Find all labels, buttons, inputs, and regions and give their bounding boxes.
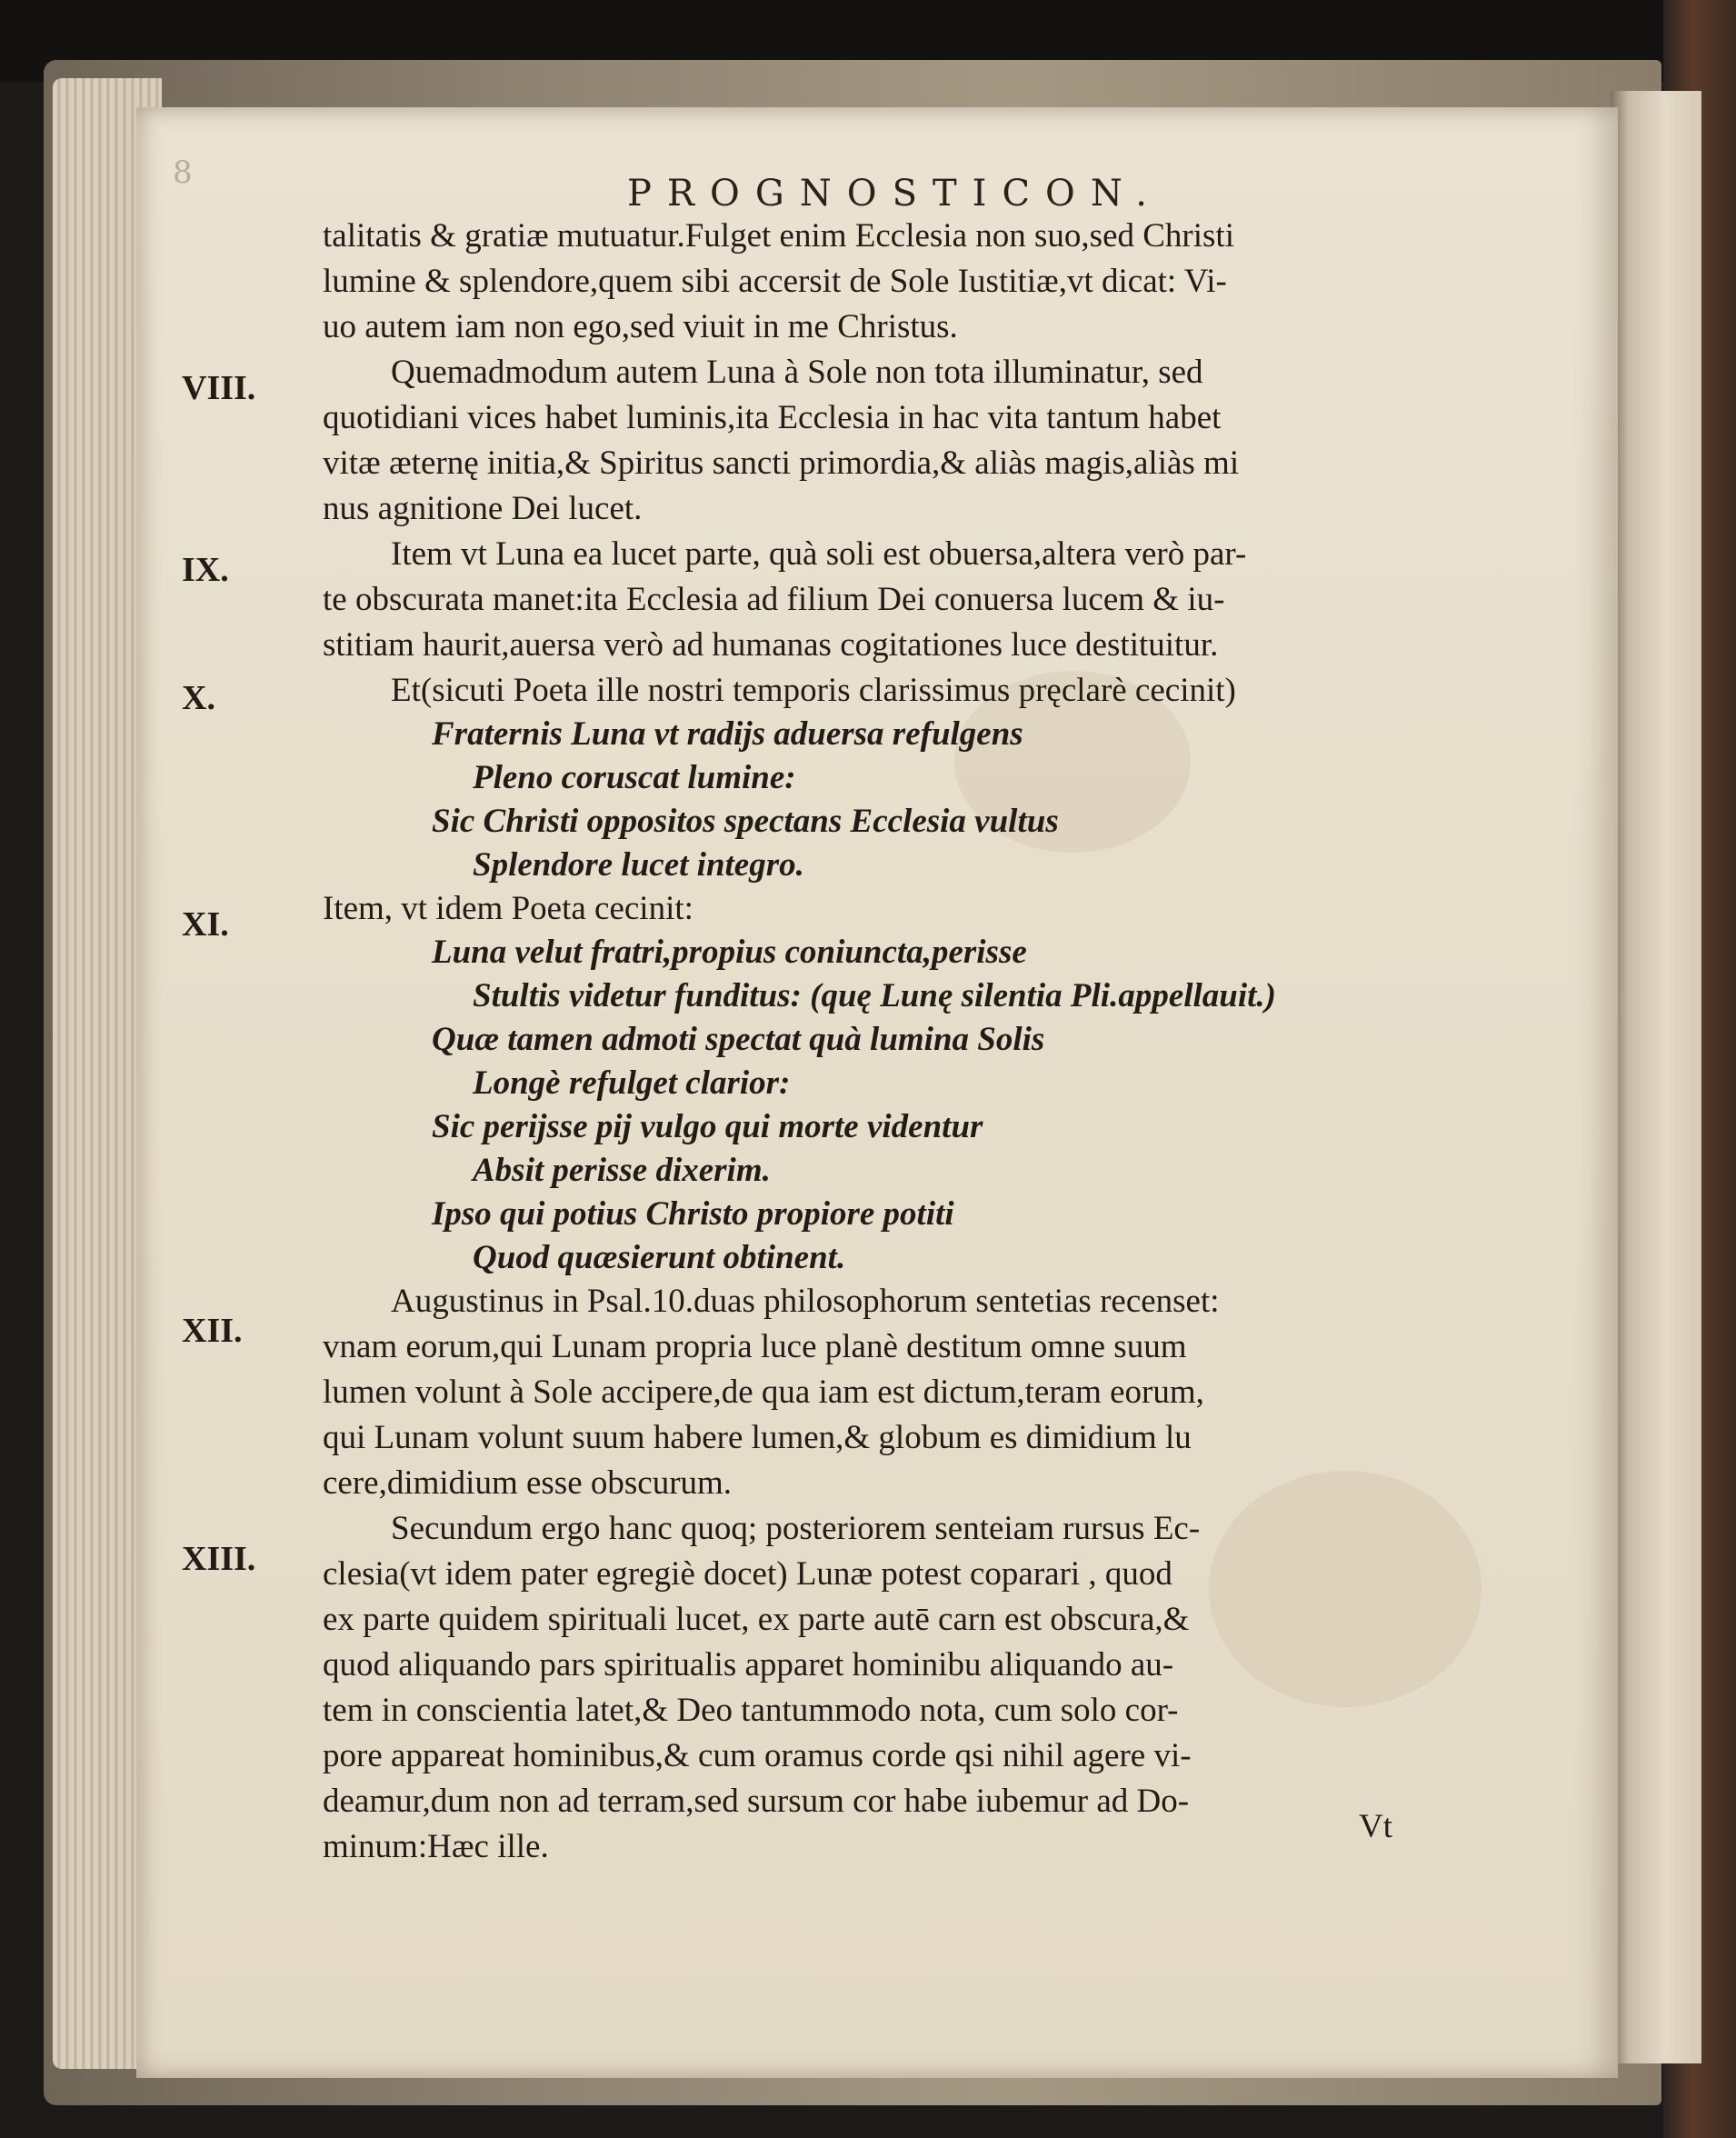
- text-line: quod aliquando pars spiritualis apparet hominibu aliquando au-: [323, 1646, 1174, 1683]
- text-line: te obscurata manet:ita Ecclesia ad filium Dei conuersa lucem & iu-: [323, 581, 1225, 618]
- text-line: clesia(vt idem pater egregiè docet) Lunæ potest coparari , quod: [323, 1555, 1172, 1593]
- verse-line: Fraternis Luna vt radijs aduersa refulgens: [432, 715, 1023, 753]
- text-line: lumine & splendore,quem sibi accersit de Sole Iustitiæ,vt dicat: Vi-: [323, 263, 1227, 300]
- margin-numeral: VIII.: [182, 369, 256, 407]
- text-line: pore appareat hominibus,& cum oramus corde qsi nihil agere vi-: [323, 1737, 1192, 1774]
- text-line: Augustinus in Psal.10.duas philosophorum sentetias recenset:: [391, 1283, 1220, 1320]
- verse-line: Sic perijsse pij vulgo qui morte videntur: [432, 1108, 983, 1145]
- verse-line: Stultis videtur funditus: (quę Lunę silentia Pli.appellauit.): [473, 977, 1277, 1014]
- paper-stain: [1209, 1471, 1482, 1707]
- verse-line: Splendore lucet integro.: [473, 846, 804, 884]
- verse-line: Luna velut fratri,propius coniuncta,perisse: [432, 934, 1027, 971]
- text-line: Secundum ergo hanc quoq; posteriorem senteiam rursus Ec-: [391, 1510, 1201, 1547]
- text-line: minum:Hæc ille.: [323, 1828, 549, 1865]
- text-line: tem in conscientia latet,& Deo tantummodo nota, cum solo cor-: [323, 1692, 1179, 1729]
- verse-line: Sic Christi oppositos spectans Ecclesia vultus: [432, 803, 1059, 840]
- text-line: stitiam haurit,auersa verò ad humanas cogitationes luce destituitur.: [323, 626, 1219, 664]
- running-head: PROGNOSTICON.: [627, 173, 1163, 215]
- margin-numeral: XIII.: [182, 1540, 256, 1578]
- verse-line: Ipso qui potius Christo propiore potiti: [432, 1195, 954, 1233]
- text-line: Item, vt idem Poeta cecinit:: [323, 890, 693, 927]
- verse-line: Longè refulget clarior:: [473, 1064, 791, 1102]
- verse-line: Absit perisse dixerim.: [473, 1152, 771, 1189]
- verse-line: Quæ tamen admoti spectat quà lumina Solis: [432, 1021, 1045, 1058]
- text-line: quotidiani vices habet luminis,ita Ecclesia in hac vita tantum habet: [323, 399, 1222, 436]
- margin-numeral: IX.: [182, 551, 229, 589]
- text-line: deamur,dum non ad terram,sed sursum cor habe iubemur ad Do-: [323, 1783, 1190, 1820]
- margin-numeral: X.: [182, 679, 215, 717]
- verse-line: Pleno coruscat lumine:: [473, 759, 796, 796]
- text-line: qui Lunam volunt suum habere lumen,& globum es dimidium lu: [323, 1419, 1192, 1456]
- facing-page-edge: [1611, 91, 1701, 2063]
- verse-line: Quod quæsierunt obtinent.: [473, 1239, 846, 1276]
- margin-numeral: XI.: [182, 905, 229, 944]
- folio-number: 8: [173, 155, 193, 191]
- text-line: ex parte quidem spirituali lucet, ex parte autē carn est obscura,&: [323, 1601, 1190, 1638]
- text-line: vitæ æternę initia,& Spiritus sancti primordia,& aliàs magis,aliàs mi: [323, 445, 1240, 482]
- text-line: Et(sicuti Poeta ille nostri temporis clarissimus pręclarè cecinit): [391, 672, 1236, 709]
- text-line: Item vt Luna ea lucet parte, quà soli est obuersa,altera verò par-: [391, 535, 1247, 573]
- text-line: uo autem iam non ego,sed viuit in me Christus.: [323, 308, 958, 345]
- text-line: cere,dimidium esse obscurum.: [323, 1464, 733, 1502]
- text-line: Quemadmodum autem Luna à Sole non tota illuminatur, sed: [391, 354, 1203, 391]
- text-line: vnam eorum,qui Lunam propria luce planè destitum omne suum: [323, 1328, 1187, 1365]
- margin-numeral: XII.: [182, 1312, 243, 1350]
- catchword: Vt: [1359, 1808, 1392, 1845]
- text-line: nus agnitione Dei lucet.: [323, 490, 643, 527]
- text-line: talitatis & gratiæ mutuatur.Fulget enim Ecclesia non suo,sed Christi: [323, 217, 1234, 255]
- text-line: lumen volunt à Sole accipere,de qua iam est dictum,teram eorum,: [323, 1374, 1204, 1411]
